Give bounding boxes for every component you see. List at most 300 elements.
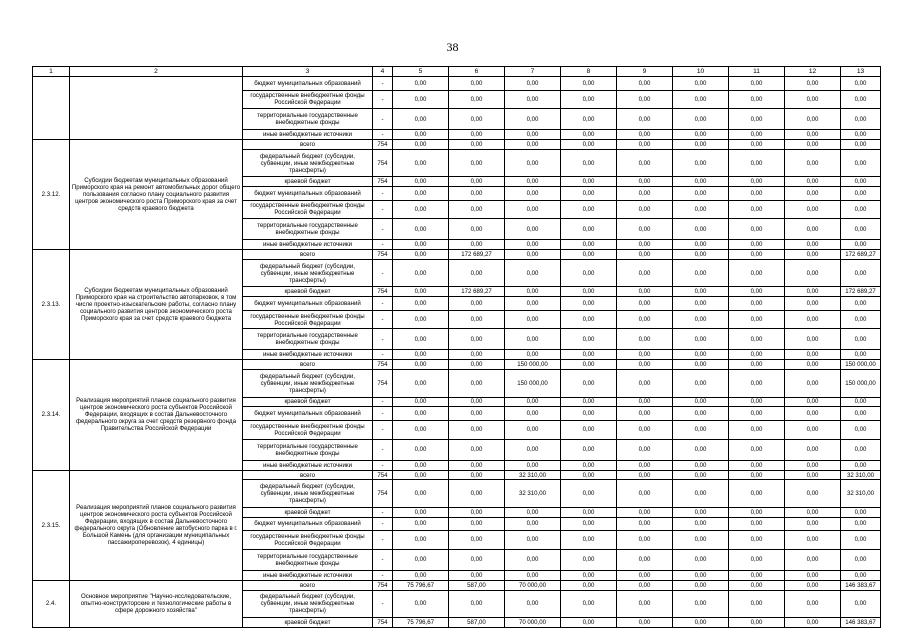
- amount-cell: 0,00: [673, 187, 729, 201]
- amount-cell: 0,00: [449, 76, 505, 90]
- amount-cell: 0,00: [785, 517, 841, 531]
- amount-cell: 0,00: [729, 480, 785, 507]
- column-header: 12: [785, 67, 841, 77]
- amount-cell: 0,00: [785, 507, 841, 517]
- amount-cell: 0,00: [393, 460, 449, 470]
- amount-cell: 0,00: [729, 590, 785, 617]
- amount-cell: 0,00: [505, 329, 561, 350]
- amount-cell: 0,00: [785, 397, 841, 407]
- amount-cell: 0,00: [449, 310, 505, 329]
- funding-source: бюджет муниципальных образований: [243, 187, 373, 201]
- amount-cell: 0,00: [393, 219, 449, 240]
- amount-cell: 0,00: [505, 439, 561, 460]
- amount-cell: 0,00: [617, 287, 673, 297]
- funding-source: всего: [243, 580, 373, 590]
- item-code: 2.3.15.: [33, 470, 70, 580]
- amount-cell: 0,00: [393, 397, 449, 407]
- amount-cell: 172 689,27: [841, 250, 881, 260]
- amount-cell: 0,00: [673, 287, 729, 297]
- amount-cell: 0,00: [785, 460, 841, 470]
- amount-cell: 0,00: [561, 360, 617, 370]
- amount-cell: 0,00: [785, 421, 841, 440]
- budget-code: -: [373, 109, 393, 130]
- amount-cell: 0,00: [673, 507, 729, 517]
- amount-cell: 0,00: [785, 590, 841, 617]
- amount-cell: 32 310,00: [841, 470, 881, 480]
- funding-source: государственные внебюджетные фонды Российской Федерации: [243, 200, 373, 219]
- budget-code: 754: [373, 149, 393, 176]
- amount-cell: 0,00: [729, 219, 785, 240]
- amount-cell: 0,00: [561, 149, 617, 176]
- amount-cell: 0,00: [785, 297, 841, 311]
- amount-cell: 0,00: [393, 421, 449, 440]
- amount-cell: 0,00: [617, 370, 673, 397]
- amount-cell: 0,00: [729, 439, 785, 460]
- amount-cell: 0,00: [505, 310, 561, 329]
- amount-cell: 0,00: [673, 140, 729, 150]
- amount-cell: 0,00: [393, 109, 449, 130]
- amount-cell: 0,00: [393, 310, 449, 329]
- amount-cell: 0,00: [673, 109, 729, 130]
- amount-cell: 0,00: [449, 570, 505, 580]
- amount-cell: 0,00: [617, 109, 673, 130]
- amount-cell: 0,00: [449, 480, 505, 507]
- amount-cell: 0,00: [729, 517, 785, 531]
- amount-cell: 0,00: [673, 250, 729, 260]
- amount-cell: 0,00: [617, 470, 673, 480]
- amount-cell: 0,00: [393, 470, 449, 480]
- amount-cell: 0,00: [729, 187, 785, 201]
- funding-source: иные внебюджетные источники: [243, 240, 373, 250]
- table-row: [33, 470, 881, 480]
- budget-code: -: [373, 570, 393, 580]
- amount-cell: 0,00: [841, 149, 881, 176]
- amount-cell: 0,00: [505, 407, 561, 421]
- amount-cell: 0,00: [561, 531, 617, 550]
- amount-cell: 0,00: [841, 350, 881, 360]
- amount-cell: 0,00: [393, 149, 449, 176]
- amount-cell: 0,00: [393, 287, 449, 297]
- amount-cell: 0,00: [393, 549, 449, 570]
- amount-cell: 0,00: [561, 109, 617, 130]
- amount-cell: 0,00: [393, 531, 449, 550]
- amount-cell: 0,00: [785, 240, 841, 250]
- budget-code: -: [373, 460, 393, 470]
- amount-cell: 0,00: [617, 260, 673, 287]
- amount-cell: 0,00: [785, 480, 841, 507]
- amount-cell: 0,00: [617, 130, 673, 140]
- amount-cell: 0,00: [841, 109, 881, 130]
- amount-cell: 0,00: [561, 480, 617, 507]
- amount-cell: 0,00: [673, 260, 729, 287]
- amount-cell: 0,00: [505, 76, 561, 90]
- amount-cell: 0,00: [729, 297, 785, 311]
- amount-cell: 0,00: [617, 76, 673, 90]
- amount-cell: 0,00: [617, 90, 673, 109]
- amount-cell: 0,00: [673, 590, 729, 617]
- funding-source: государственные внебюджетные фонды Российской Федерации: [243, 531, 373, 550]
- amount-cell: 0,00: [561, 470, 617, 480]
- amount-cell: 0,00: [505, 460, 561, 470]
- amount-cell: 0,00: [729, 360, 785, 370]
- amount-cell: 0,00: [841, 219, 881, 240]
- amount-cell: 0,00: [673, 360, 729, 370]
- amount-cell: 0,00: [617, 421, 673, 440]
- amount-cell: 0,00: [561, 219, 617, 240]
- amount-cell: 0,00: [449, 360, 505, 370]
- amount-cell: 0,00: [393, 570, 449, 580]
- amount-cell: 0,00: [617, 350, 673, 360]
- column-header: 2: [70, 67, 243, 77]
- item-code: 2.3.14.: [33, 360, 70, 470]
- amount-cell: 0,00: [393, 329, 449, 350]
- amount-cell: 0,00: [729, 549, 785, 570]
- amount-cell: 0,00: [393, 140, 449, 150]
- table-row: [33, 76, 881, 90]
- amount-cell: 0,00: [505, 219, 561, 240]
- amount-cell: 32 310,00: [505, 480, 561, 507]
- amount-cell: 0,00: [785, 580, 841, 590]
- amount-cell: 0,00: [841, 397, 881, 407]
- table-row: [33, 250, 881, 260]
- page-number: 38: [446, 40, 459, 54]
- amount-cell: 0,00: [673, 580, 729, 590]
- amount-cell: 0,00: [617, 187, 673, 201]
- amount-cell: 587,00: [449, 617, 505, 627]
- budget-code: 754: [373, 370, 393, 397]
- amount-cell: 0,00: [505, 297, 561, 311]
- funding-source: бюджет муниципальных образований: [243, 407, 373, 421]
- amount-cell: 0,00: [729, 531, 785, 550]
- amount-cell: 0,00: [449, 109, 505, 130]
- amount-cell: 0,00: [841, 460, 881, 470]
- amount-cell: 0,00: [561, 287, 617, 297]
- amount-cell: 0,00: [617, 407, 673, 421]
- funding-source: бюджет муниципальных образований: [243, 76, 373, 90]
- funding-source: иные внебюджетные источники: [243, 460, 373, 470]
- funding-source: иные внебюджетные источники: [243, 350, 373, 360]
- amount-cell: 0,00: [729, 90, 785, 109]
- funding-source: иные внебюджетные источники: [243, 570, 373, 580]
- column-header: 11: [729, 67, 785, 77]
- amount-cell: 0,00: [617, 297, 673, 311]
- amount-cell: 0,00: [729, 177, 785, 187]
- amount-cell: 0,00: [505, 531, 561, 550]
- amount-cell: 0,00: [673, 219, 729, 240]
- item-title: [70, 76, 243, 139]
- amount-cell: 0,00: [729, 240, 785, 250]
- amount-cell: 0,00: [617, 200, 673, 219]
- amount-cell: 0,00: [561, 310, 617, 329]
- amount-cell: 0,00: [561, 250, 617, 260]
- amount-cell: 0,00: [393, 370, 449, 397]
- column-header: 9: [617, 67, 673, 77]
- amount-cell: 0,00: [785, 549, 841, 570]
- amount-cell: 0,00: [393, 439, 449, 460]
- budget-code: 754: [373, 177, 393, 187]
- amount-cell: 0,00: [561, 570, 617, 580]
- amount-cell: 0,00: [785, 140, 841, 150]
- amount-cell: 0,00: [449, 260, 505, 287]
- amount-cell: 0,00: [505, 517, 561, 531]
- amount-cell: 0,00: [729, 407, 785, 421]
- amount-cell: 0,00: [561, 350, 617, 360]
- amount-cell: 0,00: [505, 350, 561, 360]
- amount-cell: 0,00: [505, 570, 561, 580]
- budget-code: 754: [373, 617, 393, 627]
- budget-code: -: [373, 200, 393, 219]
- budget-code: -: [373, 590, 393, 617]
- amount-cell: 0,00: [673, 407, 729, 421]
- amount-cell: 0,00: [449, 397, 505, 407]
- amount-cell: 0,00: [449, 187, 505, 201]
- amount-cell: 75 796,67: [393, 617, 449, 627]
- amount-cell: 0,00: [785, 531, 841, 550]
- column-header: 7: [505, 67, 561, 77]
- amount-cell: 0,00: [729, 200, 785, 219]
- amount-cell: 0,00: [505, 507, 561, 517]
- amount-cell: 0,00: [785, 407, 841, 421]
- funding-source: бюджет муниципальных образований: [243, 297, 373, 311]
- item-title: Основное мероприятие "Научно-исследовательские, опытно-конструкторские и технологические работы в сфере дорожного хозяйства": [70, 580, 243, 627]
- amount-cell: 0,00: [617, 531, 673, 550]
- amount-cell: 0,00: [673, 177, 729, 187]
- amount-cell: 0,00: [841, 76, 881, 90]
- amount-cell: 0,00: [729, 260, 785, 287]
- amount-cell: 0,00: [617, 360, 673, 370]
- amount-cell: 70 000,00: [505, 580, 561, 590]
- item-code: 2.3.13.: [33, 250, 70, 360]
- amount-cell: 0,00: [673, 421, 729, 440]
- amount-cell: 0,00: [841, 507, 881, 517]
- funding-source: всего: [243, 140, 373, 150]
- amount-cell: 0,00: [729, 470, 785, 480]
- amount-cell: 0,00: [785, 187, 841, 201]
- amount-cell: 0,00: [561, 549, 617, 570]
- amount-cell: 0,00: [729, 617, 785, 627]
- amount-cell: 0,00: [785, 310, 841, 329]
- amount-cell: 0,00: [785, 617, 841, 627]
- table-row: [33, 360, 881, 370]
- amount-cell: 0,00: [393, 480, 449, 507]
- budget-code: -: [373, 531, 393, 550]
- column-header: 10: [673, 67, 729, 77]
- amount-cell: 0,00: [785, 370, 841, 397]
- amount-cell: 0,00: [561, 130, 617, 140]
- amount-cell: 0,00: [561, 200, 617, 219]
- amount-cell: 32 310,00: [841, 480, 881, 507]
- amount-cell: 0,00: [785, 177, 841, 187]
- amount-cell: 0,00: [505, 590, 561, 617]
- amount-cell: 0,00: [449, 149, 505, 176]
- amount-cell: 0,00: [841, 329, 881, 350]
- funding-source: краевой бюджет: [243, 617, 373, 627]
- amount-cell: 0,00: [785, 439, 841, 460]
- amount-cell: 0,00: [449, 517, 505, 531]
- budget-code: -: [373, 130, 393, 140]
- amount-cell: 0,00: [617, 439, 673, 460]
- amount-cell: 0,00: [729, 580, 785, 590]
- funding-source: территориальные государственные внебюджетные фонды: [243, 439, 373, 460]
- amount-cell: 0,00: [561, 90, 617, 109]
- amount-cell: 0,00: [841, 200, 881, 219]
- amount-cell: 0,00: [841, 407, 881, 421]
- amount-cell: 0,00: [729, 109, 785, 130]
- amount-cell: 0,00: [673, 240, 729, 250]
- amount-cell: 0,00: [393, 407, 449, 421]
- amount-cell: 0,00: [673, 149, 729, 176]
- amount-cell: 0,00: [561, 297, 617, 311]
- item-code: 2.4.: [33, 580, 70, 627]
- amount-cell: 0,00: [841, 549, 881, 570]
- amount-cell: 0,00: [449, 549, 505, 570]
- funding-source: федеральный бюджет (субсидии, субвенции, иные межбюджетные трансферты): [243, 480, 373, 507]
- amount-cell: 0,00: [729, 460, 785, 470]
- amount-cell: 0,00: [617, 149, 673, 176]
- amount-cell: 75 796,67: [393, 580, 449, 590]
- amount-cell: 0,00: [617, 617, 673, 627]
- amount-cell: 0,00: [561, 460, 617, 470]
- column-header: 8: [561, 67, 617, 77]
- item-code: 2.3.12.: [33, 140, 70, 250]
- budget-sheet: [32, 66, 880, 628]
- amount-cell: 0,00: [505, 421, 561, 440]
- budget-code: 754: [373, 250, 393, 260]
- funding-source: государственные внебюджетные фонды Российской Федерации: [243, 310, 373, 329]
- table-row: [33, 580, 881, 590]
- amount-cell: 0,00: [729, 149, 785, 176]
- budget-code: -: [373, 350, 393, 360]
- amount-cell: 150 000,00: [841, 370, 881, 397]
- amount-cell: 0,00: [505, 187, 561, 201]
- amount-cell: 0,00: [841, 140, 881, 150]
- budget-code: -: [373, 260, 393, 287]
- amount-cell: 0,00: [673, 439, 729, 460]
- amount-cell: 0,00: [729, 310, 785, 329]
- amount-cell: 0,00: [729, 570, 785, 580]
- amount-cell: 0,00: [505, 397, 561, 407]
- budget-code: -: [373, 219, 393, 240]
- amount-cell: 0,00: [505, 287, 561, 297]
- budget-code: -: [373, 421, 393, 440]
- funding-source: территориальные государственные внебюджетные фонды: [243, 109, 373, 130]
- amount-cell: 0,00: [841, 187, 881, 201]
- budget-code: 754: [373, 140, 393, 150]
- funding-source: федеральный бюджет (субсидии, субвенции, иные межбюджетные трансферты): [243, 149, 373, 176]
- amount-cell: 0,00: [617, 549, 673, 570]
- amount-cell: 0,00: [785, 149, 841, 176]
- budget-table: [32, 66, 881, 628]
- amount-cell: 0,00: [505, 90, 561, 109]
- amount-cell: 0,00: [449, 200, 505, 219]
- amount-cell: 0,00: [673, 470, 729, 480]
- amount-cell: 0,00: [505, 240, 561, 250]
- amount-cell: 0,00: [561, 177, 617, 187]
- amount-cell: 0,00: [785, 470, 841, 480]
- amount-cell: 0,00: [449, 219, 505, 240]
- amount-cell: 0,00: [617, 329, 673, 350]
- amount-cell: 0,00: [393, 297, 449, 311]
- amount-cell: 0,00: [449, 240, 505, 250]
- amount-cell: 0,00: [393, 187, 449, 201]
- amount-cell: 0,00: [841, 590, 881, 617]
- amount-cell: 0,00: [617, 397, 673, 407]
- amount-cell: 0,00: [673, 460, 729, 470]
- amount-cell: 0,00: [617, 480, 673, 507]
- amount-cell: 0,00: [673, 397, 729, 407]
- amount-cell: 0,00: [841, 90, 881, 109]
- amount-cell: 0,00: [841, 570, 881, 580]
- amount-cell: 0,00: [561, 329, 617, 350]
- item-title: Реализация мероприятий планов социального развития центров экономического роста субъектов Российской Федерации, входящих в состав Дальневосточного федерального округа (Обновление автобусного парка в г. Большой Камень (для организации муниципальных пассажироперевозок), 4 единицы): [70, 470, 243, 580]
- amount-cell: 0,00: [393, 350, 449, 360]
- amount-cell: 0,00: [841, 517, 881, 531]
- amount-cell: 0,00: [729, 140, 785, 150]
- amount-cell: 0,00: [449, 460, 505, 470]
- amount-cell: 0,00: [561, 507, 617, 517]
- amount-cell: 0,00: [393, 507, 449, 517]
- header-row: [33, 67, 881, 77]
- amount-cell: 0,00: [561, 580, 617, 590]
- budget-code: -: [373, 397, 393, 407]
- amount-cell: 0,00: [785, 219, 841, 240]
- column-header: 3: [243, 67, 373, 77]
- amount-cell: 0,00: [561, 76, 617, 90]
- amount-cell: 0,00: [393, 90, 449, 109]
- amount-cell: 0,00: [673, 200, 729, 219]
- amount-cell: 0,00: [841, 531, 881, 550]
- amount-cell: 0,00: [449, 590, 505, 617]
- amount-cell: 0,00: [561, 421, 617, 440]
- budget-code: -: [373, 549, 393, 570]
- item-title: Субсидии бюджетам муниципальных образований Приморского края на строительство автопарковок, в том числе проектно-изыскательские работы, согласно плану социального развития центров экономического роста Приморского края за счет средств краевого бюджета: [70, 250, 243, 360]
- amount-cell: 0,00: [449, 439, 505, 460]
- funding-source: всего: [243, 470, 373, 480]
- budget-code: -: [373, 240, 393, 250]
- column-header: 13: [841, 67, 881, 77]
- amount-cell: 0,00: [449, 140, 505, 150]
- funding-source: федеральный бюджет (субсидии, субвенции, иные межбюджетные трансферты): [243, 370, 373, 397]
- amount-cell: 0,00: [841, 439, 881, 460]
- column-header: 5: [393, 67, 449, 77]
- amount-cell: 0,00: [561, 370, 617, 397]
- amount-cell: 172 689,27: [841, 287, 881, 297]
- amount-cell: 0,00: [785, 360, 841, 370]
- amount-cell: 0,00: [617, 140, 673, 150]
- funding-source: краевой бюджет: [243, 507, 373, 517]
- amount-cell: 0,00: [617, 507, 673, 517]
- amount-cell: 0,00: [673, 549, 729, 570]
- budget-code: -: [373, 297, 393, 311]
- amount-cell: 146 383,67: [841, 617, 881, 627]
- amount-cell: 0,00: [617, 310, 673, 329]
- amount-cell: 0,00: [449, 350, 505, 360]
- amount-cell: 0,00: [505, 177, 561, 187]
- budget-code: -: [373, 407, 393, 421]
- amount-cell: 0,00: [393, 76, 449, 90]
- budget-code: -: [373, 90, 393, 109]
- funding-source: федеральный бюджет (субсидии, субвенции, иные межбюджетные трансферты): [243, 590, 373, 617]
- amount-cell: 0,00: [785, 250, 841, 260]
- amount-cell: 0,00: [561, 407, 617, 421]
- budget-code: -: [373, 507, 393, 517]
- amount-cell: 0,00: [841, 310, 881, 329]
- amount-cell: 0,00: [505, 260, 561, 287]
- funding-source: всего: [243, 250, 373, 260]
- amount-cell: 0,00: [617, 570, 673, 580]
- amount-cell: 0,00: [393, 250, 449, 260]
- amount-cell: 0,00: [785, 200, 841, 219]
